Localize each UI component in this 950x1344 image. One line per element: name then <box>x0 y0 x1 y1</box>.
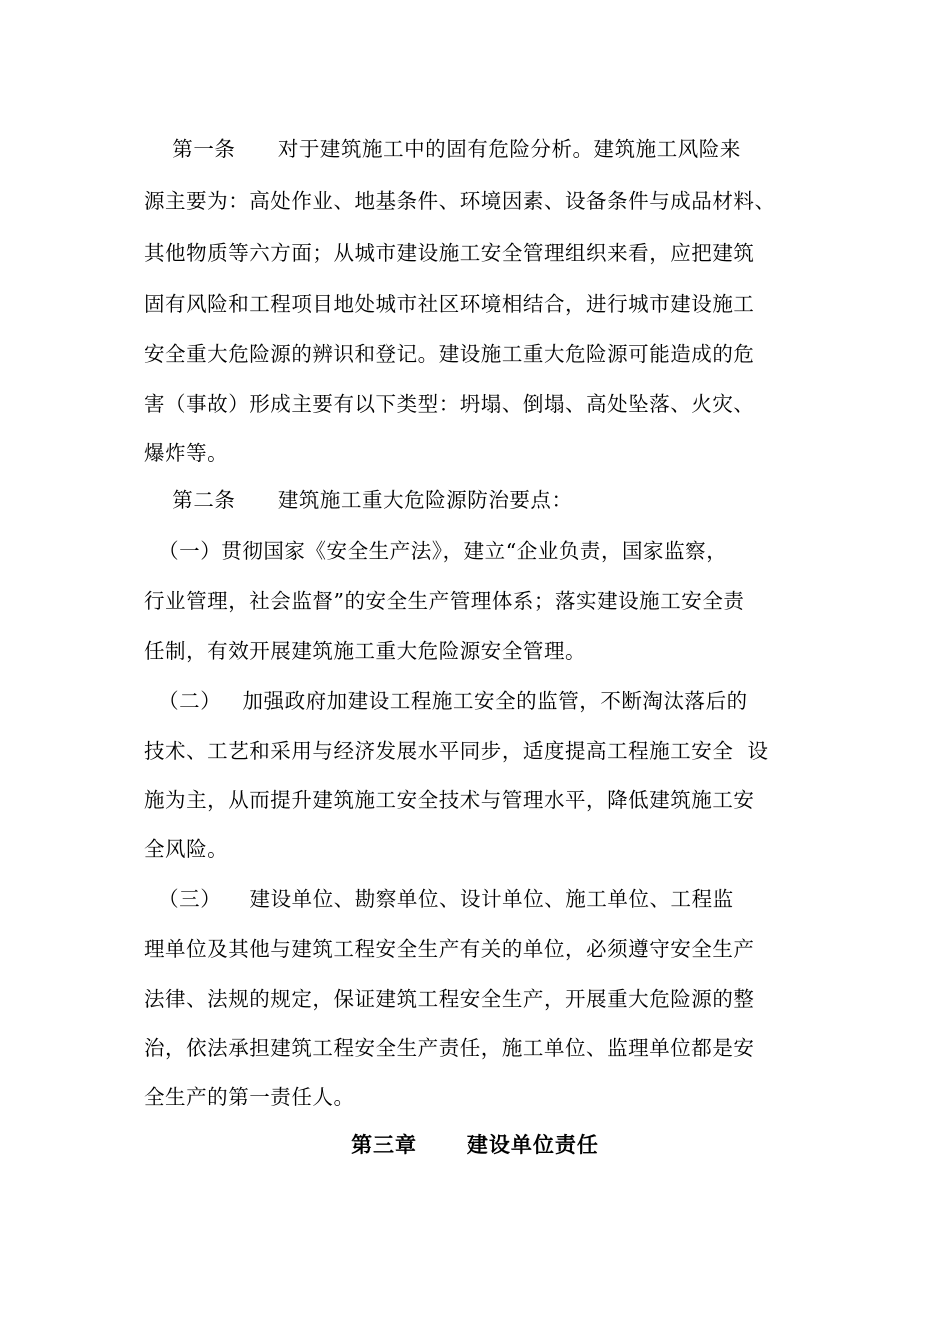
item3-line-5: 全生产的第一责任人。 <box>144 1085 355 1109</box>
item3-line-2: 理单位及其他与建筑工程安全生产有关的单位，必须遵守安全生产 <box>144 937 755 961</box>
item2-line-4: 全风险。 <box>144 837 229 861</box>
article1-line-5: 安全重大危险源的辨识和登记。建设施工重大危险源可能造成的危 <box>144 342 755 366</box>
item1-line-3: 任制，有效开展建筑施工重大危险源安全管理。 <box>144 639 587 663</box>
article1-line-3: 其他物质等六方面；从城市建设施工安全管理组织来看，应把建筑 <box>144 241 755 265</box>
article1-line-2: 源主要为：高处作业、地基条件、环境因素、设备条件与成品材料、 <box>144 189 776 213</box>
item3-line-4: 治，依法承担建筑工程安全生产责任，施工单位、监理单位都是安 <box>144 1036 755 1060</box>
article1-line-1: 第一条 对于建筑施工中的固有危险分析。建筑施工风险来 <box>144 137 741 161</box>
article1-line-6: 害（事故）形成主要有以下类型：坍塌、倒塌、高处坠落、火灾、 <box>144 392 755 416</box>
item2-line-3: 施为主，从而提升建筑施工安全技术与管理水平，降低建筑施工安 <box>144 788 755 812</box>
article2-title: 第二条 建筑施工重大危险源防治要点： <box>144 488 573 512</box>
article1-line-7: 爆炸等。 <box>144 441 229 465</box>
item1-line-2: 行业管理，社会监督”的安全生产管理体系；落实建设施工安全责 <box>144 589 745 613</box>
item2-line-1: （二） 加强政府加建设工程施工安全的监管，不断淘汰落后的 <box>144 689 748 713</box>
item3-line-1: （三） 建设单位、勘察单位、设计单位、施工单位、工程监 <box>144 887 734 911</box>
item3-line-3: 法律、法规的规定，保证建筑工程安全生产，开展重大危险源的整 <box>144 987 755 1011</box>
item2-line-2: 技术、工艺和采用与经济发展水平同步，适度提高工程施工安全 设 <box>144 739 769 763</box>
article1-line-4: 固有风险和工程项目地处城市社区环境相结合，进行城市建设施工 <box>144 292 755 316</box>
chapter-heading: 第三章 建设单位责任 <box>351 1132 599 1157</box>
item1-line-1: （一）贯彻国家《安全生产法》，建立“企业负责，国家监察， <box>144 539 728 563</box>
